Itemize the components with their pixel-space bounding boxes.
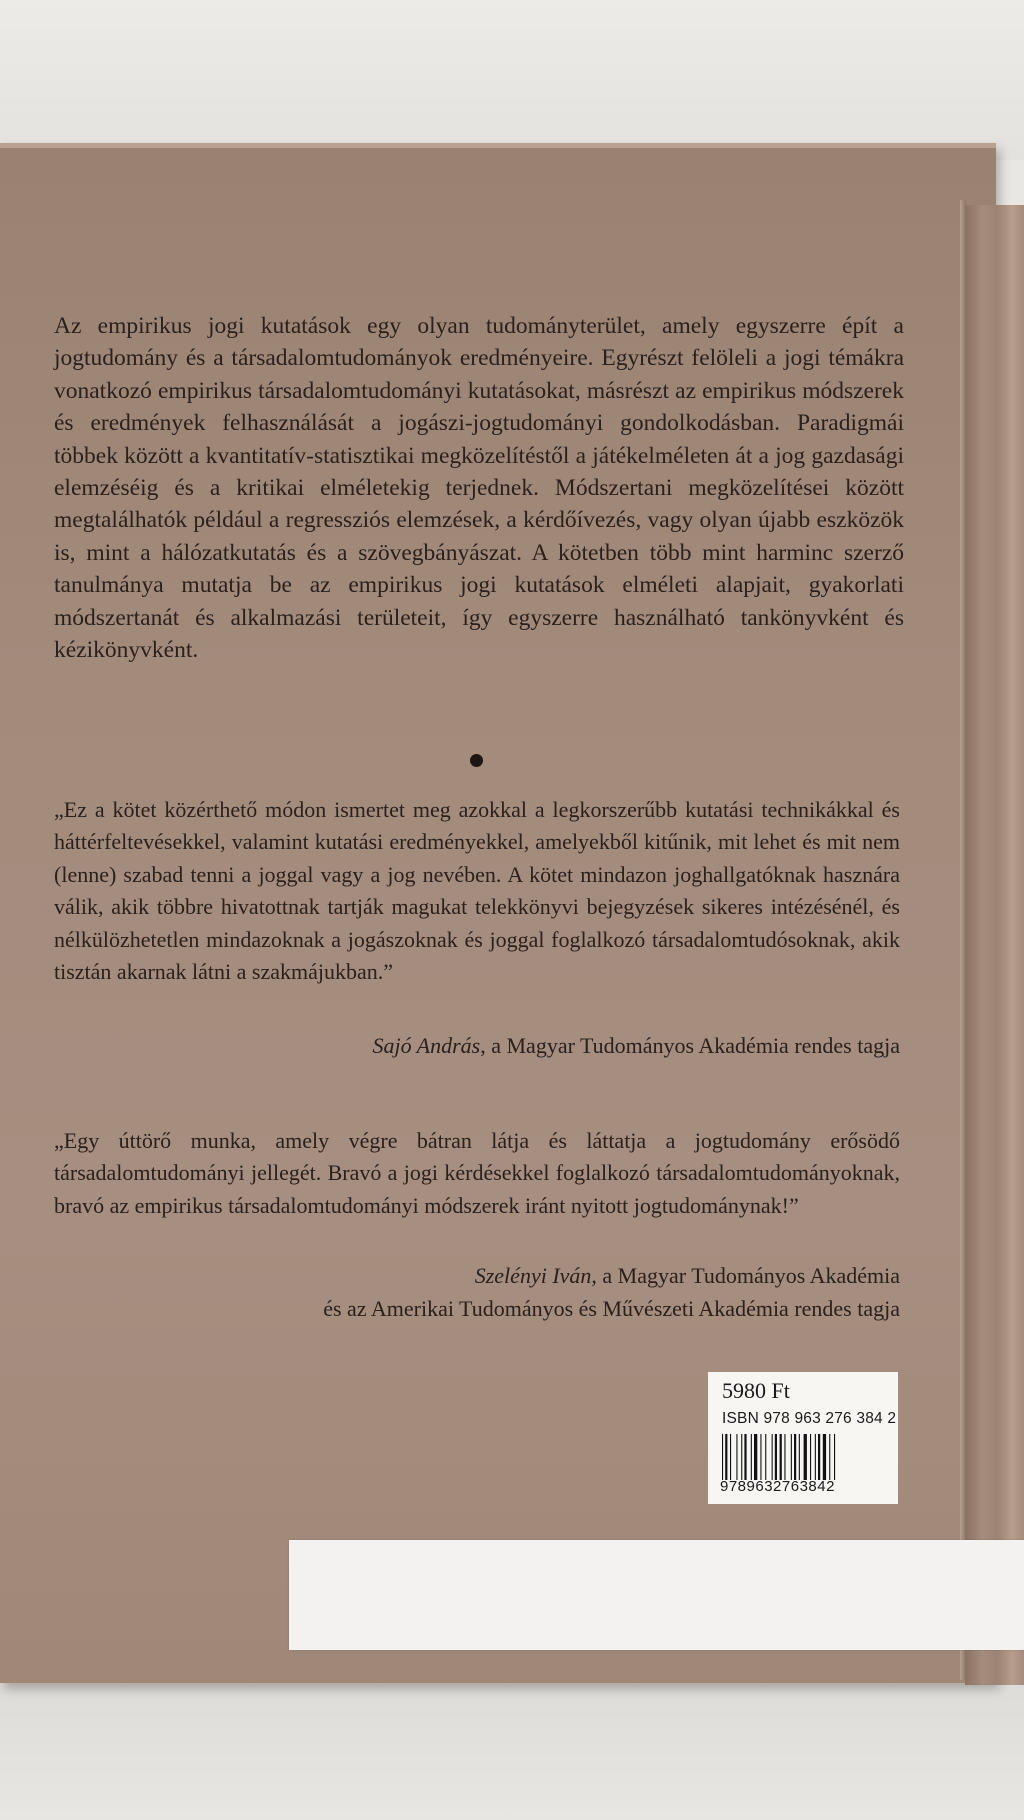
endorsement-quote-2: „Egy úttörő munka, amely végre bátran látja és láttatja a jogtudomány erősödő társadalomtudományi jellegét. Bravó a jogi kérdésekkel foglalkozó társadalomtudományoknak, bravó az empirikus társadalomtudományi módszerek iránt nyitott jogtudománynak!” <box>54 1128 900 1218</box>
endorser-name-2: Szelényi Iván <box>474 1263 592 1288</box>
endorser-name-1: Sajó András <box>372 1033 481 1058</box>
endorser-role-2-line1: , a Magyar Tudományos Akadémia <box>591 1263 900 1288</box>
background-top <box>0 0 1024 160</box>
cover-top-edge <box>0 143 996 148</box>
endorsement-attribution-1 <box>372 1030 900 1062</box>
separator-bullet <box>470 754 483 767</box>
isbn: ISBN 978 963 276 384 2 <box>722 1410 897 1427</box>
endorsement-quote-1: „Ez a kötet közérthető módon ismertet meg azokkal a legkorszerűbb kutatási technikákkal és háttérfeltevésekkel, valamint kutatási eredményekkel, amelyekből kitűnik, mit lehet és mit nem (lenne) szabad tenni a joggal vagy a jog nevében. A kötet mindazon joghallgatóknak hasznára válik, akik többre hivatottnak tartják magukat telekkönyvi bejegyzések sikeres intézésénél, és nélkülözhetetlen mindazoknak a jogászoknak és joggal foglalkozó társadalomtudósoknak, akik tisztán akarnak látni a szakmájukban.” <box>54 797 900 985</box>
book-description: Az empirikus jogi kutatások egy olyan tudományterület, amely egyszerre épít a jogtudomány és a társadalomtudományok eredményeire. Egyrészt felöleli a jogi témákra vonatkozó empirikus társadalomtudományi kutatásokat, másrészt az empirikus módszerek és eredmények felhasználását a jogászi-jogtudományi gondolkodásban. Paradigmái többek között a kvantitatív-statisztikai megközelítéstől a játékelméleten át a jog gazdasági elemzéséig és a kritikai elméletekig terjednek. Módszertani megközelítései között megtalálhatók például a regressziós elemzések, a kérdőívezés, vagy olyan újabb eszközök is, mint a hálózatkutatás és a szövegbányászat. A kötetben több mint harminc szerző tanulmánya mutatja be az empirikus jogi kutatások elméleti alapjait, gyakorlati módszertanát és alkalmazási területeit, így egyszerre használható tankönyvként és kézikönyvként. <box>54 313 904 664</box>
endorsement-attribution-2 <box>323 1259 900 1325</box>
book-spine <box>965 205 1024 1685</box>
background-bottom <box>0 1680 1024 1820</box>
barcode-digits: 9789632763842 <box>720 1478 835 1495</box>
price-label <box>708 1372 898 1504</box>
price: 5980 Ft <box>722 1378 790 1403</box>
barcode-icon <box>722 1434 886 1480</box>
endorser-role-2-line2: és az Amerikai Tudományos és Művészeti Akadémia rendes tagja <box>323 1296 900 1321</box>
endorser-role-1: , a Magyar Tudományos Akadémia rendes tagja <box>480 1033 900 1058</box>
blank-sticker <box>289 1540 1024 1650</box>
